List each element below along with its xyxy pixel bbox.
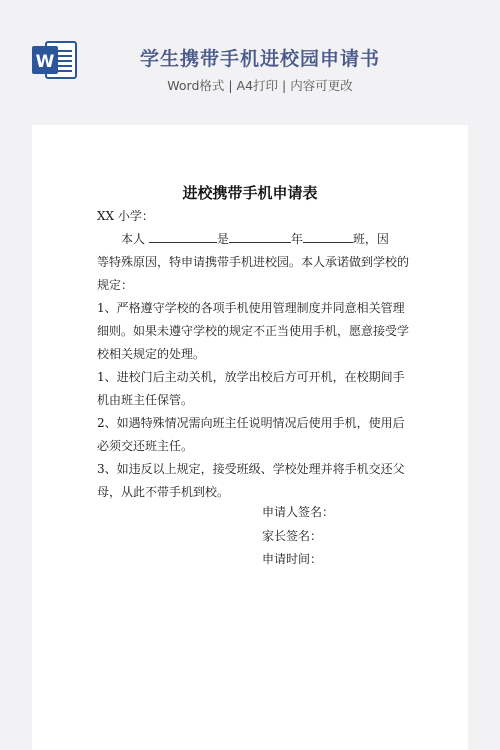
svg-text:W: W: [35, 52, 55, 72]
applicant-signature-label: 申请人签名：: [262, 505, 335, 519]
document-body: [97, 205, 410, 504]
name-blank: [149, 228, 217, 243]
header: [0, 0, 500, 110]
rule-1-line-c: 校相关规定的处理。: [97, 347, 206, 361]
rule-2-line-a: 1、进校门后主动关机，放学出校后方可开机，在校期间手: [97, 370, 405, 384]
intro-prefix: 本人: [121, 232, 149, 246]
page-subtitle: Word格式 | A4打印 | 内容可更改: [167, 78, 353, 93]
rule-2-line-b: 机由班主任保管。: [97, 393, 194, 407]
intro-after-grade: 年: [290, 232, 303, 246]
intro-line-1: [97, 228, 402, 251]
application-date-label: 申请时间：: [262, 552, 323, 566]
rule-3-line-b: 必须交还班主任。: [97, 439, 194, 453]
rule-1-line-a: 1、严格遵守学校的各项手机使用管理制度并同意相关管理: [97, 301, 405, 315]
document-page: [32, 125, 468, 750]
signature-block: [262, 501, 334, 572]
page-title: 学生携带手机进校园申请书: [139, 48, 380, 70]
rule-4-line-a: 3、如违反以上规定，接受班级、学校处理并将手机交还父: [97, 462, 405, 476]
intro-line-3: 规定：: [97, 278, 134, 292]
intro-line-2: 等特殊原因，特申请携带手机进校园。本人承诺做到学校的: [97, 255, 410, 269]
rule-3-line-a: 2、如遇特殊情况需向班主任说明情况后使用手机，使用后: [97, 416, 405, 430]
document-title: 进校携带手机申请表: [182, 184, 318, 202]
intro-after-class: 班，因: [352, 232, 389, 246]
intro-after-name: 是: [216, 232, 229, 246]
rule-1-line-b: 细则。如果未遵守学校的规定不正当使用手机，愿意接受学: [97, 324, 410, 338]
class-blank: [303, 228, 353, 243]
salutation: XX 小学：: [97, 209, 154, 223]
parent-signature-label: 家长签名：: [262, 528, 323, 543]
rule-4-line-b: 母，从此不带手机到校。: [97, 485, 230, 499]
grade-blank: [229, 228, 291, 243]
